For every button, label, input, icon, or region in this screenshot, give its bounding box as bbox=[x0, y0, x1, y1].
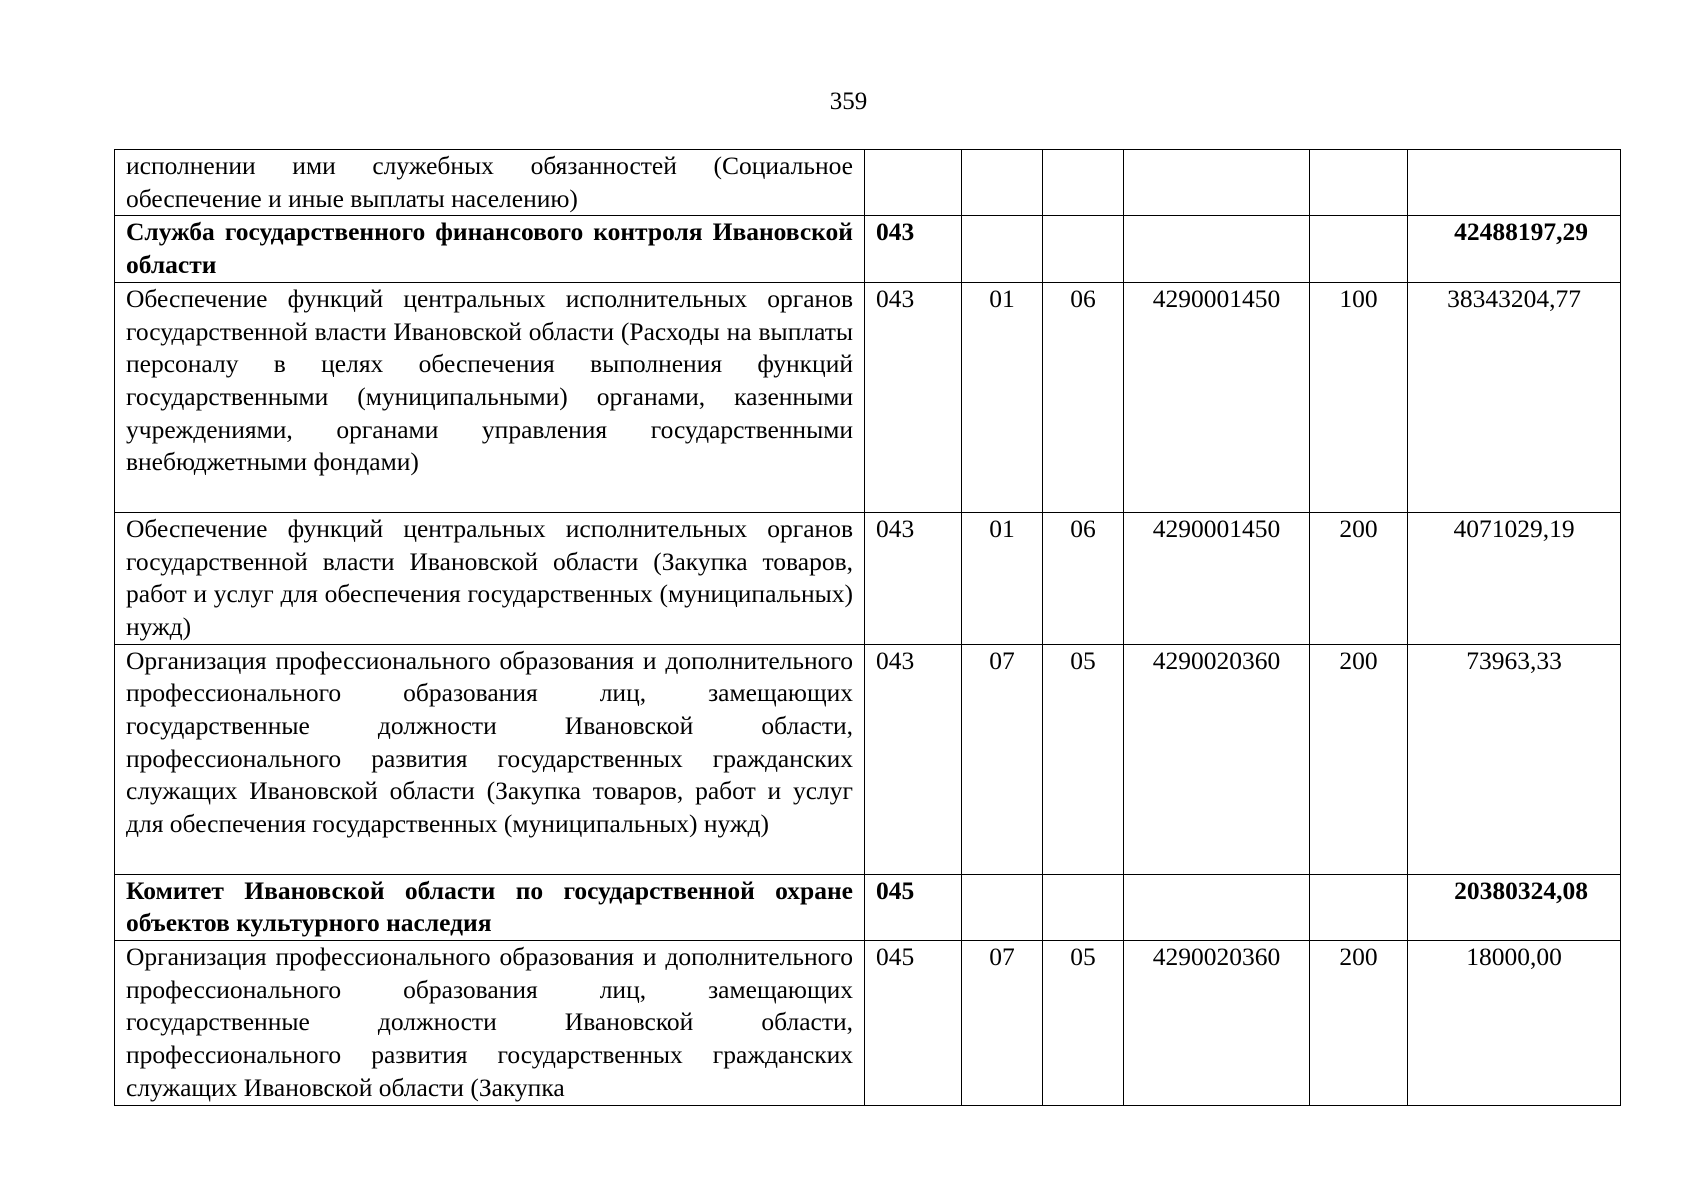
budget-table bbox=[114, 149, 1621, 1106]
row-subsection: 05 bbox=[1043, 644, 1124, 874]
table-row bbox=[115, 282, 1621, 512]
row-target bbox=[1124, 150, 1310, 216]
row-section: 01 bbox=[962, 282, 1043, 512]
table-row bbox=[115, 644, 1621, 874]
row-subsection bbox=[1043, 216, 1124, 282]
row-subsection bbox=[1043, 150, 1124, 216]
row-sum: 18000,00 bbox=[1408, 941, 1621, 1106]
row-name: Организация профессионального образования и дополнительного профессионального образования лиц, замещающих государственные должности Ивановской области, профессионального развития государственных гражданских служащих Ивановской области (Закупка товаров, работ и услуг для обеспечения государственных (муниципальных) нужд) bbox=[115, 644, 865, 874]
row-sum: 42488197,29 bbox=[1408, 216, 1621, 282]
row-name: Обеспечение функций центральных исполнительных органов государственной власти Ивановской области (Закупка товаров, работ и услуг для обеспечения государственных (муниципальных) нужд) bbox=[115, 512, 865, 644]
row-sum: 4071029,19 bbox=[1408, 512, 1621, 644]
row-code bbox=[865, 150, 962, 216]
row-target: 4290020360 bbox=[1124, 644, 1310, 874]
row-code: 043 bbox=[865, 644, 962, 874]
row-section bbox=[962, 216, 1043, 282]
row-section: 07 bbox=[962, 941, 1043, 1106]
row-code: 043 bbox=[865, 512, 962, 644]
table-row bbox=[115, 150, 1621, 216]
row-subsection bbox=[1043, 874, 1124, 940]
row-kind: 200 bbox=[1310, 644, 1408, 874]
row-name: Обеспечение функций центральных исполнительных органов государственной власти Ивановской области (Расходы на выплаты персоналу в целях обеспечения выполнения функций государственными (муниципальными) органами, казенными учреждениями, органами управления государственными внебюджетными фондами) bbox=[115, 282, 865, 512]
table-row bbox=[115, 512, 1621, 644]
row-kind bbox=[1310, 150, 1408, 216]
row-section: 01 bbox=[962, 512, 1043, 644]
table-row bbox=[115, 874, 1621, 940]
row-kind bbox=[1310, 874, 1408, 940]
row-target bbox=[1124, 874, 1310, 940]
row-sum: 20380324,08 bbox=[1408, 874, 1621, 940]
row-sum: 73963,33 bbox=[1408, 644, 1621, 874]
row-target: 4290020360 bbox=[1124, 941, 1310, 1106]
row-name: Организация профессионального образования и дополнительного профессионального образования лиц, замещающих государственные должности Ивановской области, профессионального развития государственных гражданских служащих Ивановской области (Закупка bbox=[115, 941, 865, 1106]
row-kind: 200 bbox=[1310, 941, 1408, 1106]
row-sum: 38343204,77 bbox=[1408, 282, 1621, 512]
row-subsection: 05 bbox=[1043, 941, 1124, 1106]
row-sum bbox=[1408, 150, 1621, 216]
row-section: 07 bbox=[962, 644, 1043, 874]
row-name: исполнении ими служебных обязанностей (Социальное обеспечение и иные выплаты населению) bbox=[115, 150, 865, 216]
row-name: Служба государственного финансового контроля Ивановской области bbox=[115, 216, 865, 282]
row-kind: 100 bbox=[1310, 282, 1408, 512]
row-name: Комитет Ивановской области по государственной охране объектов культурного наследия bbox=[115, 874, 865, 940]
row-kind bbox=[1310, 216, 1408, 282]
row-kind: 200 bbox=[1310, 512, 1408, 644]
table-row bbox=[115, 216, 1621, 282]
row-code: 043 bbox=[865, 216, 962, 282]
row-subsection: 06 bbox=[1043, 282, 1124, 512]
row-target: 4290001450 bbox=[1124, 512, 1310, 644]
row-target bbox=[1124, 216, 1310, 282]
row-subsection: 06 bbox=[1043, 512, 1124, 644]
row-code: 043 bbox=[865, 282, 962, 512]
row-code: 045 bbox=[865, 941, 962, 1106]
row-code: 045 bbox=[865, 874, 962, 940]
row-section bbox=[962, 150, 1043, 216]
row-section bbox=[962, 874, 1043, 940]
row-target: 4290001450 bbox=[1124, 282, 1310, 512]
table-row bbox=[115, 941, 1621, 1106]
page-number: 359 bbox=[829, 88, 868, 115]
